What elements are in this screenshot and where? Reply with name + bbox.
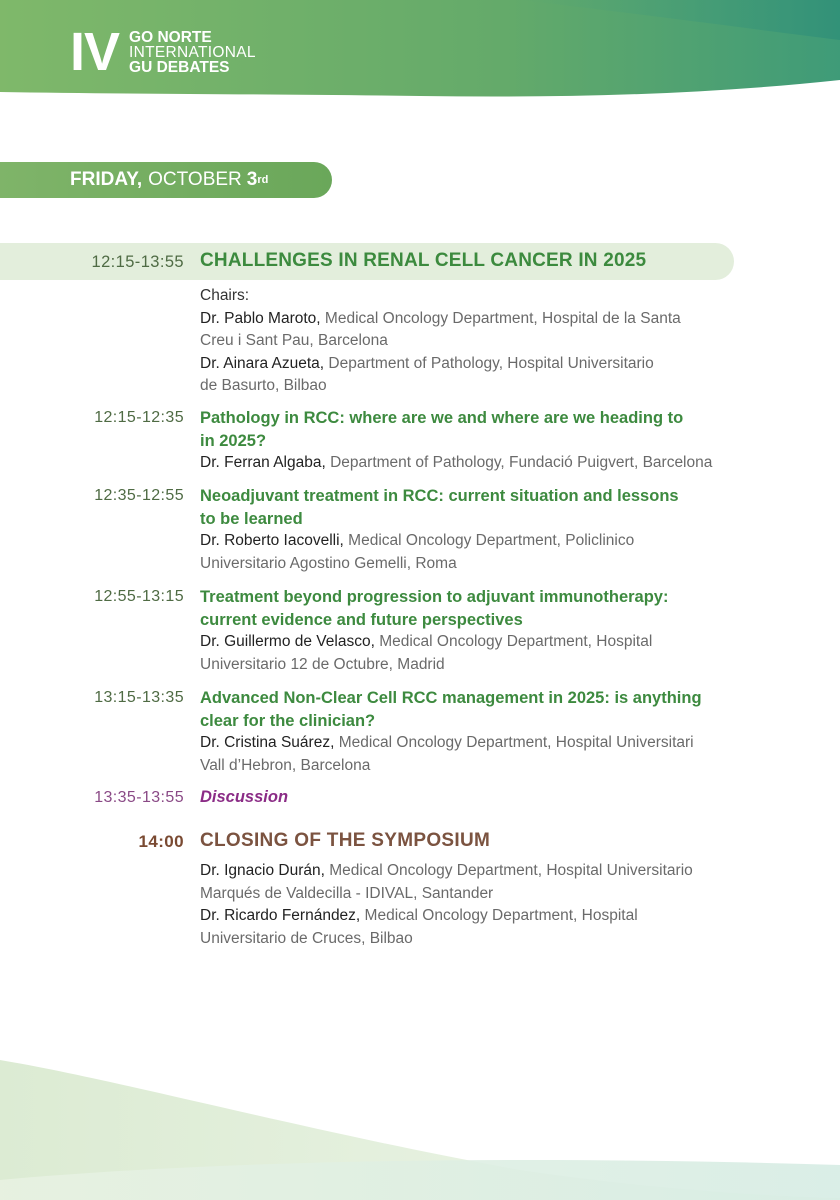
talk-speaker-line	[200, 631, 800, 654]
speaker-affiliation-cont: Vall d’Hebron, Barcelona	[200, 756, 371, 774]
talk-title: Pathology in RCC: where are we and where are we heading to	[200, 409, 684, 427]
talk-item	[200, 407, 800, 475]
chairs-block	[200, 285, 800, 398]
talk-item	[200, 687, 800, 777]
chair-name: Dr. Ainara Azueta,	[200, 354, 325, 372]
talk-title-cont: to be learned	[200, 509, 303, 528]
talk-title-cont: clear for the clinician?	[200, 711, 376, 730]
talk-title: Advanced Non-Clear Cell RCC management in 2025: is anything	[200, 689, 702, 707]
speaker-affiliation: Department of Pathology, Fundació Puigvert, Barcelona	[325, 454, 713, 471]
talk-title: Treatment beyond progression to adjuvant immunotherapy:	[200, 588, 669, 606]
day-weekday: FRIDAY,	[70, 169, 143, 190]
talk-speaker-line	[200, 452, 800, 475]
speaker-affiliation-cont: Universitario Agostino Gemelli, Roma	[200, 554, 457, 572]
session-time: 12:15-13:55	[91, 253, 184, 271]
talk-title-cont: in 2025?	[200, 431, 267, 450]
logo-line-1: GO NORTE	[129, 28, 212, 46]
speaker-affiliation-cont: Universitario de Cruces, Bilbao	[200, 929, 413, 947]
closing-speaker-line	[200, 905, 800, 928]
session-title: CHALLENGES IN RENAL CELL CANCER IN 2025	[200, 250, 647, 271]
talk-speaker-line	[200, 530, 800, 553]
speaker-affiliation: Medical Oncology Department, Policlinico	[343, 532, 635, 549]
speaker-name: Dr. Ricardo Fernández,	[200, 907, 361, 924]
chair-name: Dr. Pablo Maroto,	[200, 309, 321, 327]
speaker-name: Dr. Cristina Suárez,	[200, 734, 335, 751]
chair-affiliation-cont: de Basurto, Bilbao	[200, 377, 327, 394]
closing-title: CLOSING OF THE SYMPOSIUM	[200, 830, 491, 851]
logo-numeral: IV	[70, 22, 120, 82]
logo-line-2: INTERNATIONAL	[129, 43, 256, 61]
talk-time: 12:55-13:15	[94, 588, 184, 605]
chair-affiliation-cont: Creu i Sant Pau, Barcelona	[200, 332, 388, 349]
speaker-affiliation-cont: Universitario 12 de Octubre, Madrid	[200, 655, 445, 673]
discussion-label: Discussion	[200, 788, 289, 806]
chairs-label: Chairs:	[200, 287, 250, 304]
logo-line-3: GU DEBATES	[129, 58, 230, 76]
chair-affiliation: Medical Oncology Department, Hospital de la Santa	[320, 309, 681, 327]
talk-title: Neoadjuvant treatment in RCC: current situation and lessons	[200, 487, 679, 505]
talk-item	[200, 485, 800, 575]
talk-speaker-line	[200, 732, 800, 755]
footer-wave-decoration	[0, 1060, 840, 1200]
talk-time: 12:15-12:35	[94, 409, 184, 426]
closing-speaker-line	[200, 860, 800, 883]
speaker-name: Dr. Roberto Iacovelli,	[200, 532, 344, 549]
speaker-name: Dr. Ferran Algaba,	[200, 454, 326, 471]
day-banner	[0, 162, 332, 198]
closing-time: 14:00	[138, 832, 184, 851]
closing-speakers	[200, 860, 800, 950]
discussion-time: 13:35-13:55	[94, 789, 184, 806]
chair-affiliation: Department of Pathology, Hospital Universitario	[324, 354, 654, 372]
talk-time: 13:15-13:35	[94, 689, 184, 706]
speaker-affiliation: Medical Oncology Department, Hospital Universitario	[324, 862, 693, 879]
day-month: OCTOBER	[148, 169, 242, 190]
chair-entry	[200, 353, 800, 376]
day-date-suffix: rd	[257, 174, 269, 186]
chair-entry	[200, 308, 800, 331]
speaker-name: Dr. Guillermo de Velasco,	[200, 633, 375, 650]
day-date: 3	[246, 169, 258, 190]
speaker-affiliation: Medical Oncology Department, Hospital	[360, 907, 638, 924]
speaker-affiliation: Medical Oncology Department, Hospital Universitari	[334, 734, 694, 751]
speaker-affiliation-cont: Marqués de Valdecilla - IDIVAL, Santander	[200, 884, 494, 902]
speaker-affiliation: Medical Oncology Department, Hospital	[374, 633, 653, 650]
talk-time: 12:35-12:55	[94, 487, 184, 504]
talk-title-cont: current evidence and future perspectives	[200, 610, 523, 629]
event-logo	[70, 22, 256, 82]
talk-item	[200, 586, 800, 676]
speaker-name: Dr. Ignacio Durán,	[200, 862, 325, 879]
